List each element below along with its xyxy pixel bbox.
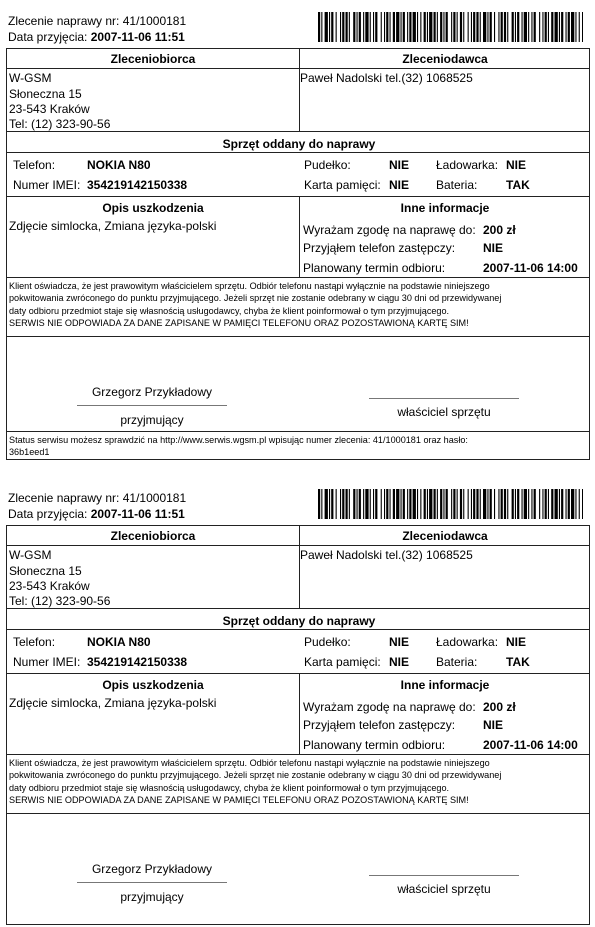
phone-label: Telefon: xyxy=(13,158,56,172)
card-value: NIE xyxy=(389,178,410,192)
terms-line: pokwitowania zwróconego do punktu przyjmującego. Jeżeli sprzęt nie zostanie odebrany w ciągu 30 dni od przewidywanej xyxy=(9,293,502,303)
box-value: NIE xyxy=(389,158,410,172)
imei-value: 354219142150338 xyxy=(87,178,188,192)
contractor-line: Słoneczna 15 xyxy=(9,564,82,578)
replacement-value: NIE xyxy=(483,718,504,732)
imei-value: 354219142150338 xyxy=(87,655,188,669)
box-label: Pudełko: xyxy=(304,158,351,172)
info-heading: Inne informacje xyxy=(400,201,490,215)
battery-value: TAK xyxy=(506,178,530,192)
contractor-line: W-GSM xyxy=(9,548,52,562)
card-value: NIE xyxy=(389,655,410,669)
device-heading: Sprzęt oddany do naprawy xyxy=(222,137,376,151)
contractor-line: Tel: (12) 323-90-56 xyxy=(9,594,111,608)
barcode xyxy=(318,489,583,519)
client-heading: Zleceniodawca xyxy=(402,52,488,66)
card-label: Karta pamięci: xyxy=(304,655,381,669)
contractor-line: 23-543 Kraków xyxy=(9,579,90,593)
box-label: Pudełko: xyxy=(304,635,351,649)
pickup-label: Planowany termin odbioru: xyxy=(303,261,446,275)
receiver-label: przyjmujący xyxy=(120,413,184,427)
receiver-name: Grzegorz Przykładowy xyxy=(91,862,213,876)
battery-label: Bateria: xyxy=(436,655,478,669)
damage-heading: Opis uszkodzenia xyxy=(102,201,204,215)
damage-text: Zdjęcie simlocka, Zmiana języka-polski xyxy=(9,219,217,233)
consent-label: Wyrażam zgodę na naprawę do: xyxy=(303,700,476,714)
client-heading: Zleceniodawca xyxy=(402,529,488,543)
contractor-line: 23-543 Kraków xyxy=(9,102,90,116)
slip-table xyxy=(6,525,590,925)
status-line: Status serwisu możesz sprawdzić na http://www.serwis.wgsm.pl wpisując numer zlecenia: 41/1000181 oraz hasło: xyxy=(9,435,468,445)
consent-value: 200 zł xyxy=(483,223,516,237)
device-heading: Sprzęt oddany do naprawy xyxy=(222,614,376,628)
status-password: 36b1eed1 xyxy=(9,447,50,457)
terms-line: SERWIS NIE ODPOWIADA ZA DANE ZAPISANE W PAMIĘCI TELEFONU ORAZ POZOSTAWIONĄ KARTĘ SIM! xyxy=(9,318,469,328)
consent-value: 200 zł xyxy=(483,700,516,714)
consent-label: Wyrażam zgodę na naprawę do: xyxy=(303,223,476,237)
client-line: Paweł Nadolski tel.(32) 1068525 xyxy=(300,71,473,85)
terms-line: daty odbioru przedmiot staje się własnością usługodawcy, chyba że klient poinformował o tym przyjmującego. xyxy=(9,783,450,793)
phone-label: Telefon: xyxy=(13,635,56,649)
terms-line: daty odbioru przedmiot staje się własnością usługodawcy, chyba że klient poinformował o tym przyjmującego. xyxy=(9,306,450,316)
repair-slip-copy xyxy=(0,477,595,927)
replacement-value: NIE xyxy=(483,241,504,255)
contractor-line: Słoneczna 15 xyxy=(9,87,82,101)
terms-line: SERWIS NIE ODPOWIADA ZA DANE ZAPISANE W PAMIĘCI TELEFONU ORAZ POZOSTAWIONĄ KARTĘ SIM! xyxy=(9,795,469,805)
contractor-line: W-GSM xyxy=(9,71,52,85)
date-label: Data przyjęcia: xyxy=(8,30,88,44)
card-label: Karta pamięci: xyxy=(304,178,381,192)
repair-slip xyxy=(0,0,595,457)
terms-line: pokwitowania zwróconego do punktu przyjmującego. Jeżeli sprzęt nie zostanie odebrany w ciągu 30 dni od przewidywanej xyxy=(9,770,502,780)
slip-header xyxy=(8,490,186,522)
date-value: 2007-11-06 11:51 xyxy=(90,507,185,521)
battery-label: Bateria: xyxy=(436,178,478,192)
phone-value: NOKIA N80 xyxy=(87,635,151,649)
imei-label: Numer IMEI: xyxy=(13,655,81,669)
pickup-label: Planowany termin odbioru: xyxy=(303,738,446,752)
charger-label: Ładowarka: xyxy=(436,635,499,649)
date-label: Data przyjęcia: xyxy=(8,507,88,521)
damage-heading: Opis uszkodzenia xyxy=(102,678,204,692)
info-heading: Inne informacje xyxy=(400,678,490,692)
owner-label: właściciel sprzętu xyxy=(397,405,491,419)
box-value: NIE xyxy=(389,635,410,649)
pickup-value: 2007-11-06 14:00 xyxy=(483,738,578,752)
charger-value: NIE xyxy=(506,158,527,172)
slip-table xyxy=(6,48,590,460)
contractor-line: Tel: (12) 323-90-56 xyxy=(9,117,111,131)
order-number-label: Zlecenie naprawy nr: xyxy=(8,14,120,28)
receiver-label: przyjmujący xyxy=(120,890,184,904)
phone-value: NOKIA N80 xyxy=(87,158,151,172)
pickup-value: 2007-11-06 14:00 xyxy=(483,261,578,275)
order-number: 41/1000181 xyxy=(122,14,187,28)
terms-line: Klient oświadcza, że jest prawowitym właścicielem sprzętu. Odbiór telefonu nastąpi wyłącznie na podstawie niniejszego xyxy=(9,281,490,291)
damage-text: Zdjęcie simlocka, Zmiana języka-polski xyxy=(9,696,217,710)
date-value: 2007-11-06 11:51 xyxy=(90,30,185,44)
charger-label: Ładowarka: xyxy=(436,158,499,172)
charger-value: NIE xyxy=(506,635,527,649)
battery-value: TAK xyxy=(506,655,530,669)
contractor-heading: Zleceniobiorca xyxy=(110,529,196,543)
client-line: Paweł Nadolski tel.(32) 1068525 xyxy=(300,548,473,562)
imei-label: Numer IMEI: xyxy=(13,178,81,192)
slip-header xyxy=(8,13,186,45)
replacement-label: Przyjąłem telefon zastępczy: xyxy=(303,241,456,255)
replacement-label: Przyjąłem telefon zastępczy: xyxy=(303,718,456,732)
contractor-heading: Zleceniobiorca xyxy=(110,52,196,66)
receiver-name: Grzegorz Przykładowy xyxy=(91,385,213,399)
order-number: 41/1000181 xyxy=(122,491,187,505)
order-number-label: Zlecenie naprawy nr: xyxy=(8,491,120,505)
owner-label: właściciel sprzętu xyxy=(397,882,491,896)
terms-line: Klient oświadcza, że jest prawowitym właścicielem sprzętu. Odbiór telefonu nastąpi wyłącznie na podstawie niniejszego xyxy=(9,758,490,768)
barcode xyxy=(318,12,583,42)
